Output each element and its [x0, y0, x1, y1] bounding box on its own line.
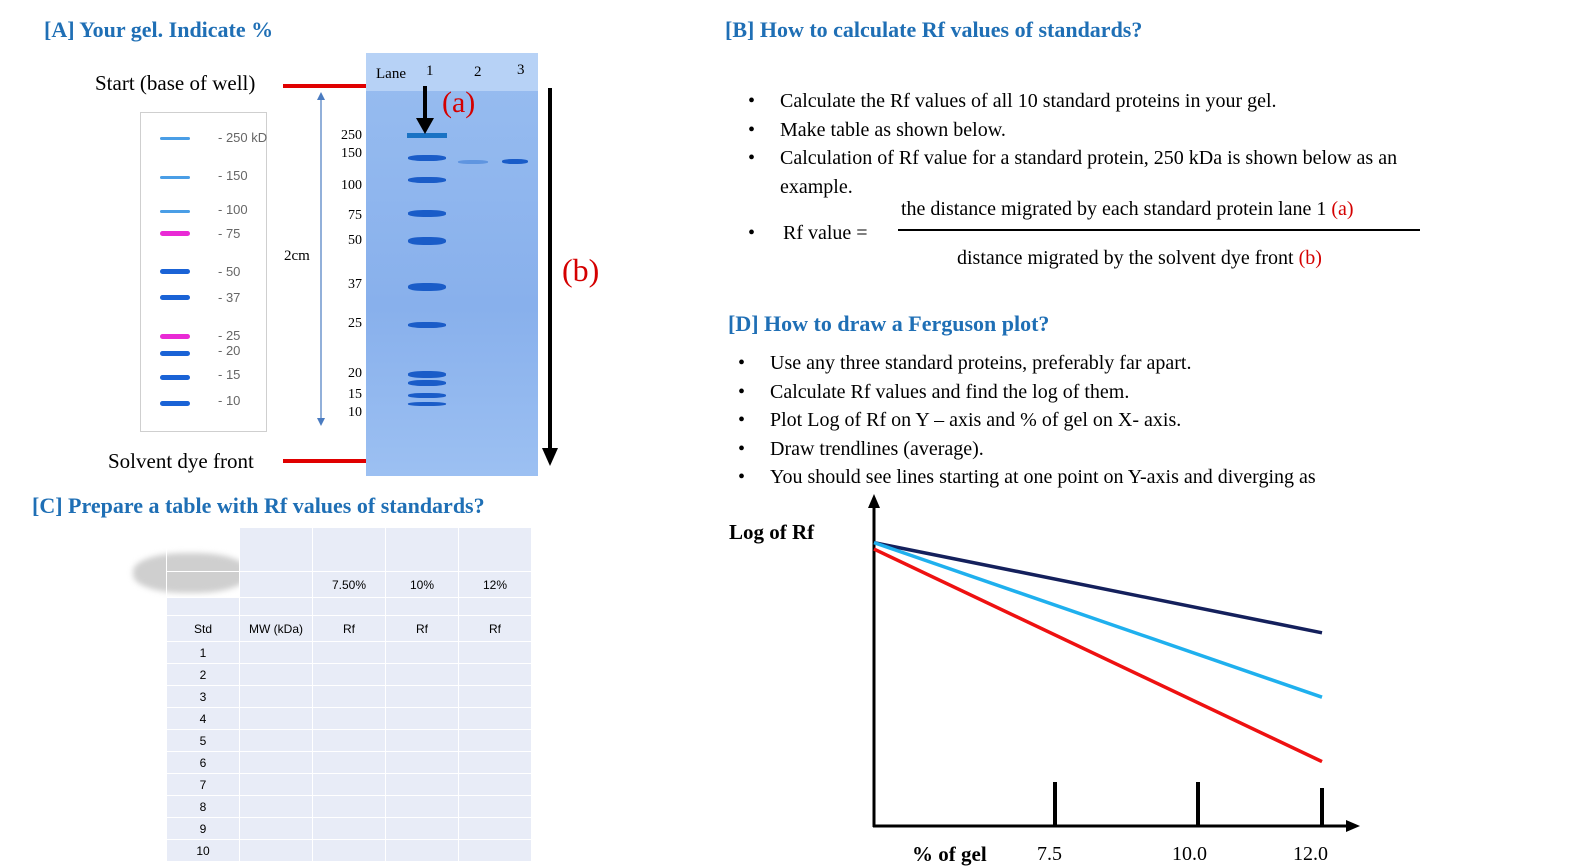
section-d-bullets	[726, 349, 1316, 492]
kd-marker: 250	[341, 128, 362, 143]
ladder-label: - 10	[218, 393, 241, 408]
numerator-marker: (a)	[1331, 198, 1354, 220]
kd-marker: 25	[348, 316, 362, 331]
gel-band	[408, 393, 446, 398]
gel-percent-header: 7.50%	[313, 572, 386, 598]
arrow-b	[540, 86, 560, 468]
std-number: 10	[167, 840, 240, 862]
section-b-title: [B] How to calculate Rf values of standards?	[725, 17, 1143, 42]
gel-band	[408, 210, 446, 217]
gel-band	[408, 371, 446, 378]
gel-band	[408, 177, 446, 183]
bullet-item: • You should see lines starting at one point on Y-axis and diverging as	[726, 463, 1316, 492]
start-label: Start (base of well)	[95, 71, 256, 95]
section-c-title: [C] Prepare a table with Rf values of standards?	[32, 493, 485, 518]
gel-band-lane-3	[502, 159, 528, 164]
ladder-band	[160, 231, 190, 236]
table-row	[167, 796, 532, 818]
start-line	[283, 84, 368, 88]
table-cell	[167, 572, 240, 598]
std-number: 6	[167, 752, 240, 774]
column-header: Rf	[313, 616, 386, 642]
y-axis-arrow	[868, 494, 880, 508]
table-cell	[313, 528, 386, 572]
kd-marker: 50	[348, 233, 362, 248]
std-number: 5	[167, 730, 240, 752]
ladder-band	[160, 269, 190, 274]
table-row	[167, 818, 532, 840]
gel-band	[408, 322, 446, 328]
distance-arrow	[312, 92, 330, 426]
std-number: 1	[167, 642, 240, 664]
bullet-item: • Calculate the Rf values of all 10 standard proteins in your gel.	[736, 87, 1397, 116]
table-row	[167, 664, 532, 686]
ladder-label: - 75	[218, 226, 241, 241]
column-header: MW (kDa)	[240, 616, 313, 642]
table-row	[167, 642, 532, 664]
ladder-band	[160, 375, 190, 380]
section-b-bullets	[736, 87, 1397, 201]
formula-denominator	[957, 247, 1322, 270]
bullet-item: • Plot Log of Rf on Y – axis and % of gel on X- axis.	[726, 406, 1316, 435]
ladder-band	[160, 137, 190, 140]
ladder-label: - 25	[218, 328, 241, 343]
kd-marker: 150	[341, 146, 362, 161]
rf-table	[166, 527, 532, 862]
gel-band	[408, 237, 446, 245]
x-axis-arrow	[1346, 820, 1360, 832]
rf-table-wrap	[166, 527, 532, 862]
lane-label: Lane	[376, 66, 406, 82]
table-cell	[167, 528, 240, 572]
marker-b: (b)	[562, 252, 600, 288]
gel-band	[408, 402, 446, 406]
section-d-title: [D] How to draw a Ferguson plot?	[728, 311, 1050, 336]
x-tick-label: 7.5	[1037, 843, 1062, 865]
table-cell	[240, 528, 313, 572]
table-row	[167, 708, 532, 730]
bullet-dot: •	[748, 222, 756, 244]
gel-percent-header: 12%	[459, 572, 532, 598]
column-header: Rf	[386, 616, 459, 642]
chart-xlabel: % of gel	[912, 842, 987, 866]
std-number: 7	[167, 774, 240, 796]
table-cell	[386, 528, 459, 572]
table-row	[167, 686, 532, 708]
ladder-band	[160, 176, 190, 179]
formula-numerator	[901, 198, 1354, 221]
ladder-band	[160, 210, 190, 213]
bullet-item: • Calculate Rf values and find the log of them.	[726, 378, 1316, 407]
bullet-continuation: example.	[780, 175, 853, 198]
ladder-band	[160, 351, 190, 356]
kd-marker: 20	[348, 366, 362, 381]
table-cell	[459, 528, 532, 572]
marker-a: (a)	[442, 86, 476, 119]
bullet-item: • Use any three standard proteins, preferably far apart.	[726, 349, 1316, 378]
kd-marker: 37	[348, 277, 362, 292]
front-label: Solvent dye front	[108, 449, 254, 473]
column-header: Std	[167, 616, 240, 642]
ladder-label: - 250 kD	[218, 130, 268, 145]
bullet-item: • Calculation of Rf value for a standard protein, 250 kDa is shown below as an	[736, 144, 1397, 173]
bullet-item: • Draw trendlines (average).	[726, 435, 1316, 464]
std-number: 3	[167, 686, 240, 708]
ladder-band	[160, 401, 190, 406]
ladder-label: - 100	[218, 202, 248, 217]
ladder-band	[160, 334, 190, 339]
gel-percent-header: 10%	[386, 572, 459, 598]
x-tick-label: 12.0	[1293, 843, 1328, 865]
formula-label: Rf value =	[783, 222, 868, 244]
lane-number: 2	[474, 64, 482, 80]
protein-ladder-card	[140, 112, 267, 432]
x-tick-label: 10.0	[1172, 843, 1207, 865]
distance-label: 2cm	[284, 248, 310, 264]
gel-band-lane-2	[458, 160, 488, 164]
kd-marker: 100	[341, 178, 362, 193]
table-row	[167, 840, 532, 862]
table-row	[167, 752, 532, 774]
denominator-marker: (b)	[1298, 247, 1322, 269]
arrow-a	[414, 86, 436, 136]
ladder-label: - 20	[218, 343, 241, 358]
chart-ylabel: Log of Rf	[729, 520, 815, 544]
front-line	[283, 459, 368, 463]
section-a-title: [A] Your gel. Indicate %	[44, 17, 274, 42]
fraction-bar	[898, 229, 1420, 231]
std-number: 8	[167, 796, 240, 818]
ladder-label: - 37	[218, 290, 241, 305]
std-number: 9	[167, 818, 240, 840]
ladder-label: - 150	[218, 168, 248, 183]
kd-marker: 15	[348, 387, 362, 402]
table-cell	[240, 572, 313, 598]
lane-number: 3	[517, 62, 525, 78]
table-row	[167, 730, 532, 752]
ladder-label: - 50	[218, 264, 241, 279]
ladder-band	[160, 295, 190, 300]
numerator-text: the distance migrated by each standard protein lane 1	[901, 198, 1327, 220]
ladder-label: - 15	[218, 367, 241, 382]
std-number: 4	[167, 708, 240, 730]
table-row	[167, 774, 532, 796]
ferguson-plot	[860, 492, 1362, 837]
kd-marker: 10	[348, 405, 362, 420]
trendline-3	[874, 549, 1322, 762]
column-header: Rf	[459, 616, 532, 642]
std-number: 2	[167, 664, 240, 686]
kd-marker: 75	[348, 208, 362, 223]
lane-number: 1	[426, 63, 434, 79]
denominator-text: distance migrated by the solvent dye front	[957, 247, 1294, 269]
gel-band	[408, 155, 446, 161]
gel-band	[408, 380, 446, 386]
gel-band	[408, 283, 446, 291]
bullet-item: • Make table as shown below.	[736, 116, 1397, 145]
